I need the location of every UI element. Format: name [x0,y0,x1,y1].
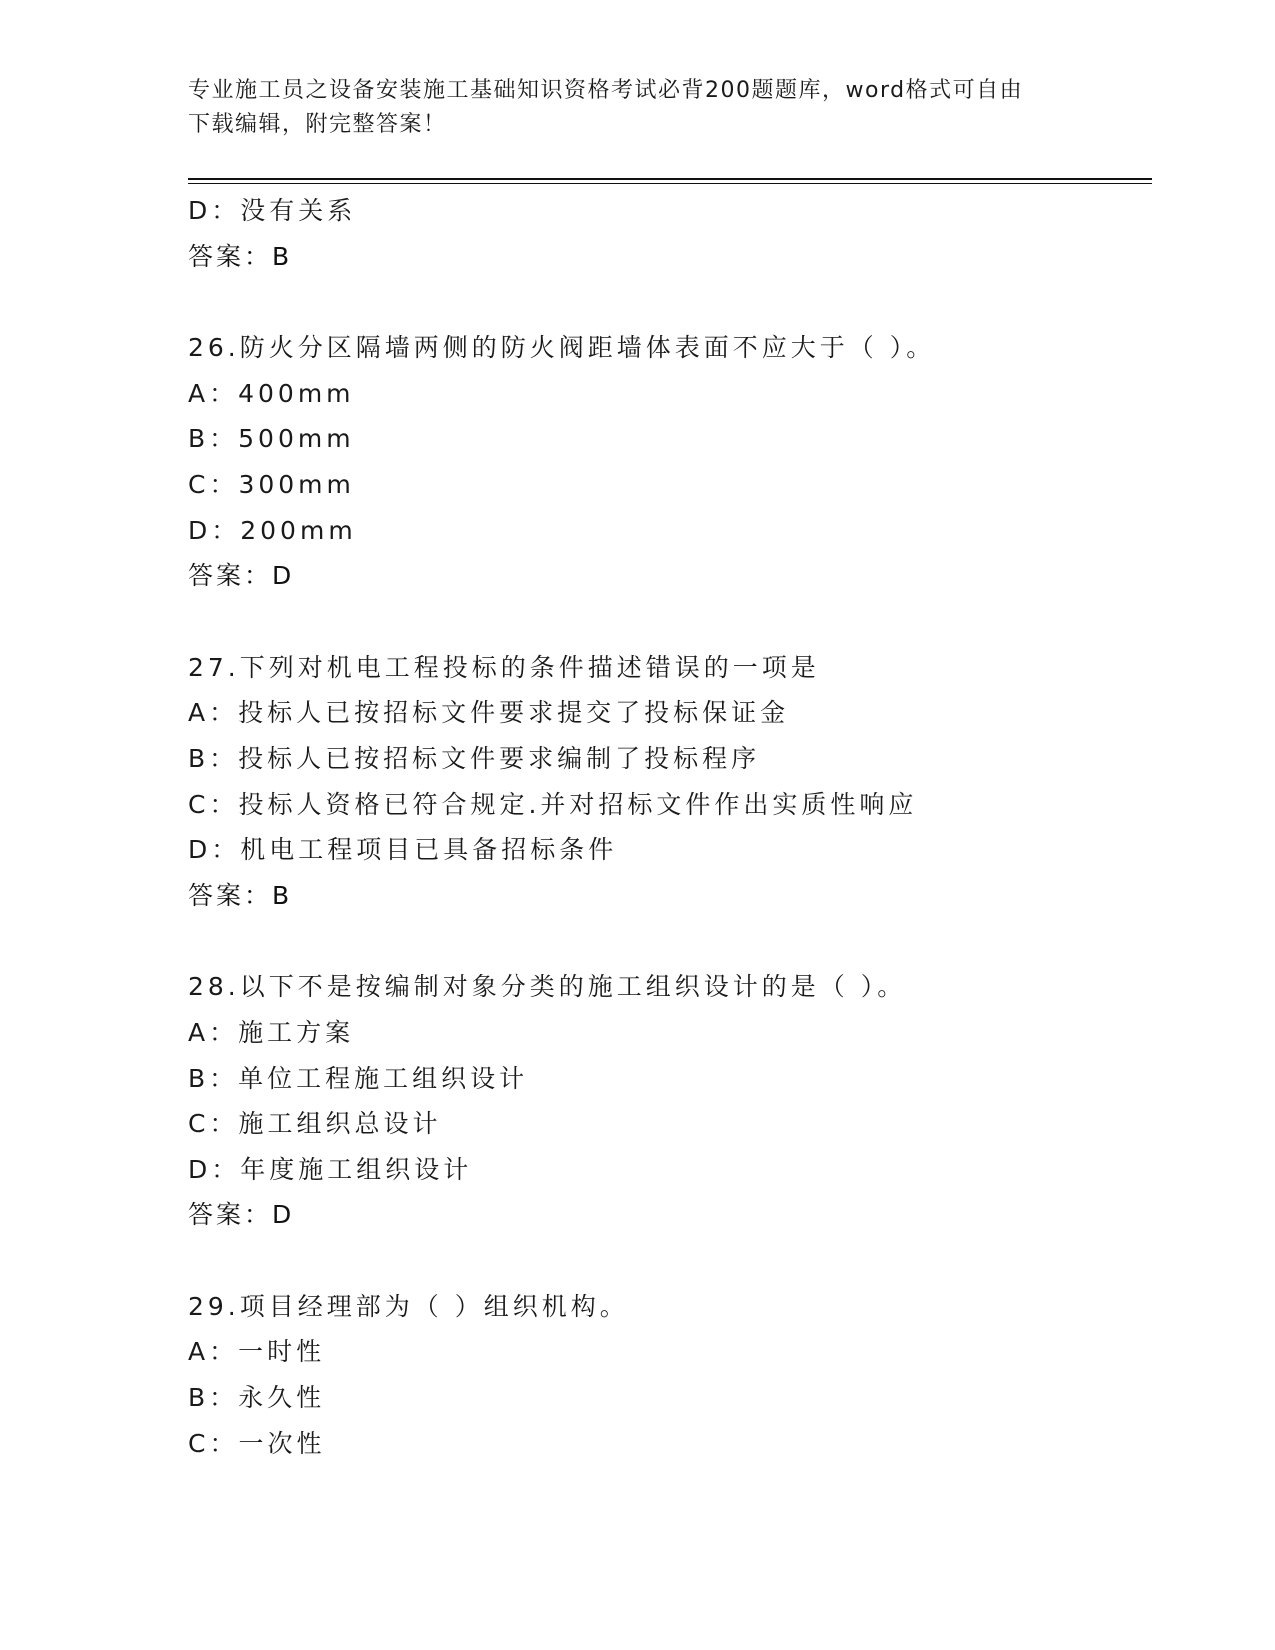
question-29 [188,1284,1152,1466]
option-a: A：一时性 [188,1337,326,1367]
header-rule-thick [188,178,1152,180]
answer-line: 答案：D [188,1200,295,1230]
header-line-2: 下载编辑，附完整答案！ [188,112,447,137]
option-b: B：永久性 [188,1383,326,1413]
answer-line: 答案：D [188,561,295,591]
question-26 [188,325,1152,599]
option-a: A：400mm [188,378,355,408]
prev-answer: 答案：B [188,241,293,271]
spacer [188,1238,1152,1284]
question-content [188,188,1152,1466]
answer-line: 答案：B [188,880,293,910]
question-stem: 28.以下不是按编制对象分类的施工组织设计的是（ ）。 [188,972,907,1002]
option-a: A：投标人已按招标文件要求提交了投标保证金 [188,698,790,728]
option-b: B：单位工程施工组织设计 [188,1063,529,1093]
question-stem: 26.防火分区隔墙两侧的防火阀距墙体表面不应大于（ ）。 [188,333,936,363]
document-header [188,74,1078,142]
option-b: B：投标人已按招标文件要求编制了投标程序 [188,743,761,773]
option-b: B：500mm [188,424,355,454]
question-28 [188,964,1152,1238]
spacer [188,918,1152,964]
spacer [188,599,1152,645]
option-c: C：300mm [188,469,355,499]
option-c: C：一次性 [188,1428,326,1458]
option-d: D：200mm [188,515,357,545]
header-line-1: 专业施工员之设备安装施工基础知识资格考试必背200题题库，word格式可自由 [188,78,1024,103]
question-stem: 29.项目经理部为（ ）组织机构。 [188,1291,629,1321]
spacer [188,279,1152,325]
header-rule-thin [188,183,1152,184]
question-27 [188,645,1152,919]
option-a: A：施工方案 [188,1017,355,1047]
option-d: D：机电工程项目已具备招标条件 [188,835,618,865]
question-stem: 27.下列对机电工程投标的条件描述错误的一项是 [188,652,820,682]
option-d: D：年度施工组织设计 [188,1154,473,1184]
prev-option-d: D：没有关系 [188,196,357,225]
option-c: C：投标人资格已符合规定.并对招标文件作出实质性响应 [188,789,918,819]
option-c: C：施工组织总设计 [188,1109,442,1139]
